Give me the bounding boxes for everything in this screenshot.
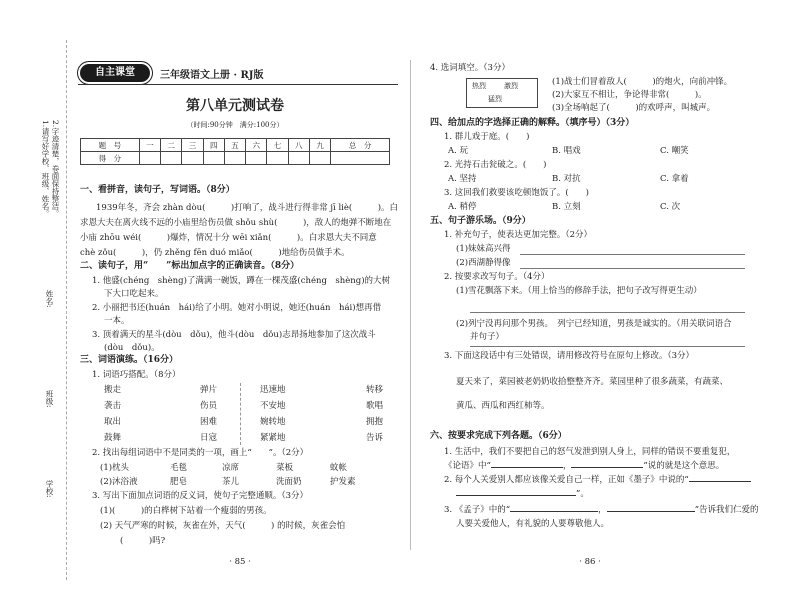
match-word: 取出 <box>104 417 122 427</box>
match-word: 紧紧地 <box>260 433 286 443</box>
binding-note-2: 2.字迹清楚，卷面保持整洁。 <box>51 120 60 218</box>
time-info: （时间:90分钟 满分:100分） <box>186 121 284 129</box>
s2-line: 2. 小丽把书还(huán hái)给了小明。她对小明说，她还(huán hái)想再借 <box>92 303 382 313</box>
score-cell[interactable] <box>203 152 224 165</box>
group-word: 凉席 <box>222 463 240 473</box>
match-word: 日寇 <box>200 433 218 443</box>
score-cell[interactable] <box>139 152 160 165</box>
s6-prompt: (2)西湖静得像 <box>456 258 511 268</box>
s7-line <box>444 474 751 486</box>
s7-text: ”。 <box>576 489 589 499</box>
group-word: (1)枕头 <box>100 463 130 473</box>
s4-line: (2)大家互不相让，争论得非常( )。 <box>552 90 707 100</box>
match-divider <box>240 383 241 445</box>
s3-q2: 2. 找出每组词语中不是同类的一项，画上“ ”。（2分） <box>92 448 309 458</box>
fill-blank[interactable] <box>571 467 643 468</box>
class-label: 班级: <box>45 390 54 408</box>
s7-text: ， <box>598 505 607 515</box>
match-word: 告诉 <box>366 433 384 443</box>
match-word: 鼓舞 <box>104 433 122 443</box>
page-title: 第八单元测试卷 <box>186 98 284 114</box>
score-col: 九 <box>309 139 330 152</box>
section-6-heading: 六、按要求完成下列各题。（6分） <box>430 431 567 441</box>
match-word: 搬走 <box>104 385 122 395</box>
option-word: 热烈 <box>472 82 486 90</box>
match-word: 转移 <box>366 385 384 395</box>
score-cell[interactable] <box>182 152 203 165</box>
s6-prompt: 并句子） <box>470 332 505 342</box>
fill-blank[interactable] <box>607 511 695 512</box>
group-word: 茶儿 <box>222 477 240 487</box>
s5-question: 1. 群儿戏于庭。( ) <box>444 132 530 142</box>
score-col: 总 分 <box>331 139 390 152</box>
score-cell[interactable] <box>224 152 245 165</box>
match-word: 不安地 <box>260 401 286 411</box>
choice[interactable]: B. 立刻 <box>552 202 581 212</box>
score-col: 四 <box>203 139 224 152</box>
s7-text: ”告诉我们仁爱的 <box>694 505 759 515</box>
match-word: 弹片 <box>200 385 218 395</box>
answer-line[interactable] <box>520 254 745 255</box>
section-5-heading: 五、句子游乐场。（9分） <box>430 216 531 226</box>
section-1-heading: 一、看拼音，读句子，写词语。（8分） <box>80 185 235 195</box>
s6-question: 1. 补充句子，使表达更加完整。（2分） <box>444 230 592 240</box>
score-col: 六 <box>246 139 267 152</box>
s6-question: 3. 下面这段话中有三处错误，请用修改符号在原句上修改。（3分） <box>444 351 694 361</box>
answer-line[interactable] <box>520 268 745 269</box>
s1-line: 小庙 zhōu wéi( )爆炸，情况十分 wēi xiǎn( )。白求恩大夫不同意 <box>80 233 377 243</box>
school-label: 学校: <box>45 480 54 498</box>
page-divider <box>410 60 411 550</box>
score-col: 三 <box>182 139 203 152</box>
s7-text: 《论语》中“ <box>444 461 491 471</box>
s6-question: 2. 按要求改写句子。（4分） <box>444 272 550 282</box>
section-2-heading: 二、读句子，用“ ”标出加点字的正确读音。（8分） <box>80 261 300 271</box>
s2-line: (dòu dǒu)。 <box>104 343 160 353</box>
match-word: 婉转地 <box>260 417 286 427</box>
match-word: 拥抱 <box>366 417 384 427</box>
s2-line: 1. 他盛(chéng shèng)了满满一碗饭，蹲在一棵茂盛(chéng shèng)的大树 <box>92 276 391 286</box>
choice[interactable]: C. 次 <box>660 202 681 212</box>
choice[interactable]: C. 拿着 <box>660 174 689 184</box>
s6-prompt: (2)列宁没再问那个男孩。 列宁已经知道，男孩是诚实的。（用关联词语合 <box>456 319 732 329</box>
score-cell[interactable] <box>161 152 182 165</box>
score-head: 题 号 <box>81 139 140 152</box>
s2-line: 3. 顶着满天的星斗(dòu dǒu)，他斗(dòu dǒu)志昂扬地参加了这次战斗 <box>92 330 376 340</box>
group-word: (2)沐浴液 <box>100 477 138 487</box>
score-cell[interactable] <box>331 152 390 165</box>
s7-line: 人要关爱他人，有礼貌的人要尊敬他人。 <box>456 519 610 529</box>
fill-blank[interactable] <box>689 481 751 482</box>
score-table <box>80 138 390 165</box>
s5-question: 3. 这回我们救要该吃顿饱饭了。( ) <box>444 188 589 198</box>
answer-line[interactable] <box>470 312 745 313</box>
section-4-heading: 四、给加点的字选择正确的解释。（填序号）（3分） <box>430 118 635 128</box>
score-col: 二 <box>161 139 182 152</box>
s6-paragraph: 夏天来了，菜园被老奶奶收拾整整齐齐。菜园里种了很多蔬菜，有蔬菜、 <box>456 377 729 387</box>
score-label: 得 分 <box>81 152 140 165</box>
group-word: 菜板 <box>276 463 294 473</box>
choice[interactable]: A. 坚持 <box>448 174 477 184</box>
match-word: 迅速地 <box>260 385 286 395</box>
s7-line <box>456 488 589 500</box>
group-word: 洗面奶 <box>276 477 302 487</box>
s1-line: chè zǒu( )，仍 zhěng fēn duó miǎo( )地给伤员做手术。 <box>80 248 350 258</box>
score-cell[interactable] <box>288 152 309 165</box>
score-col: 七 <box>267 139 288 152</box>
subtitle: 三年级语文上册 · RJ版 <box>160 70 264 81</box>
match-word: 袭击 <box>104 401 122 411</box>
s4-line: (1)战士们冒着敌人( )的炮火，向前冲锋。 <box>552 77 733 87</box>
s7-line <box>444 504 759 516</box>
group-word: 肥皂 <box>170 477 188 487</box>
score-cell[interactable] <box>267 152 288 165</box>
fill-blank[interactable] <box>510 511 598 512</box>
s6-prompt: (1)妹妹高兴得 <box>456 244 511 254</box>
s3-a1: (1)( )的白桦树下站着一个瘦弱的男孩。 <box>100 506 272 516</box>
s3-q1: 1. 词语巧搭配。（8分） <box>92 370 181 380</box>
s5-question: 2. 光持石击瓮破之。( ) <box>444 160 547 170</box>
group-word: 蚊帐 <box>330 463 348 473</box>
fill-blank[interactable] <box>456 495 576 496</box>
s1-line: 求恩大夫在离火线不远的小庙里给伤员做 shǒu shù( )，敌人的炮弹不断地在 <box>80 218 392 228</box>
match-word: 困难 <box>200 417 218 427</box>
choice[interactable]: A. 稍停 <box>448 202 477 212</box>
s2-line: 下大口吃起来。 <box>104 289 164 299</box>
s7-text: ， <box>562 461 572 471</box>
group-word: 护发素 <box>330 477 356 487</box>
s1-line: 1939年冬，齐会 zhàn dòu( )打响了，战斗进行得非常 jī liè( )。白 <box>96 203 399 213</box>
s7-line: 1. 生活中，我们不要把自己的怒气发泄到别人身上，同样的错误不要重复犯， <box>444 447 736 457</box>
s6-prompt: (1)雪花飘落下来。（用上恰当的修辞手法，把句子改写得更生动） <box>456 286 702 296</box>
page-number-left: · 85 · <box>229 557 251 567</box>
answer-line[interactable] <box>470 346 745 347</box>
choice[interactable]: C. 嘲笑 <box>660 146 689 156</box>
fill-blank[interactable] <box>491 467 563 468</box>
score-col: 五 <box>224 139 245 152</box>
header-rule <box>78 84 398 85</box>
binding-note-1: 1.请写好学校、班级、姓名。 <box>41 120 50 218</box>
option-word: 激烈 <box>504 82 518 90</box>
choice[interactable]: B. 对抗 <box>552 174 581 184</box>
s3-a2: (2) 天气严寒的时候，灰雀在外，天气( ) 的时候，灰雀会怕 <box>100 521 346 531</box>
s7-text: 2. 每个人关爱别人都应该像关爱自己一样，正如《墨子》中说的“ <box>444 475 689 485</box>
s6-paragraph: 黄瓜、西瓜和西红柿等。 <box>456 401 550 411</box>
s3-q3: 3. 写出下面加点词语的反义词，使句子完整通顺。（3分） <box>92 491 308 501</box>
choice[interactable]: B. 唱戏 <box>552 146 581 156</box>
match-word: 伤员 <box>200 401 218 411</box>
section-3-heading: 三、词语演练。（16分） <box>80 355 179 365</box>
page-number-right: · 86 · <box>579 557 601 567</box>
score-cell[interactable] <box>246 152 267 165</box>
binding-fold-line <box>66 40 67 580</box>
score-col: 八 <box>288 139 309 152</box>
score-cell[interactable] <box>309 152 330 165</box>
s4-line: (3)全场响起了( )的欢呼声，叫城声。 <box>552 103 716 113</box>
s7-text: ”说的就是这个意思。 <box>643 461 725 471</box>
s7-line <box>444 460 724 472</box>
s7-text: 3. 《孟子》中的“ <box>444 505 511 515</box>
s3-a3: ( )吗? <box>120 536 166 546</box>
option-word: 猛烈 <box>488 95 502 103</box>
logo: 自主课堂 <box>80 64 150 82</box>
s2-line: 一本。 <box>104 316 130 326</box>
s4-heading: 4. 选词填空。（3分） <box>430 63 510 73</box>
name-label: 姓名: <box>45 290 54 308</box>
group-word: 毛毯 <box>170 463 188 473</box>
score-col: 一 <box>139 139 160 152</box>
match-word: 歌唱 <box>366 401 384 411</box>
choice[interactable]: A. 玩 <box>448 146 469 156</box>
